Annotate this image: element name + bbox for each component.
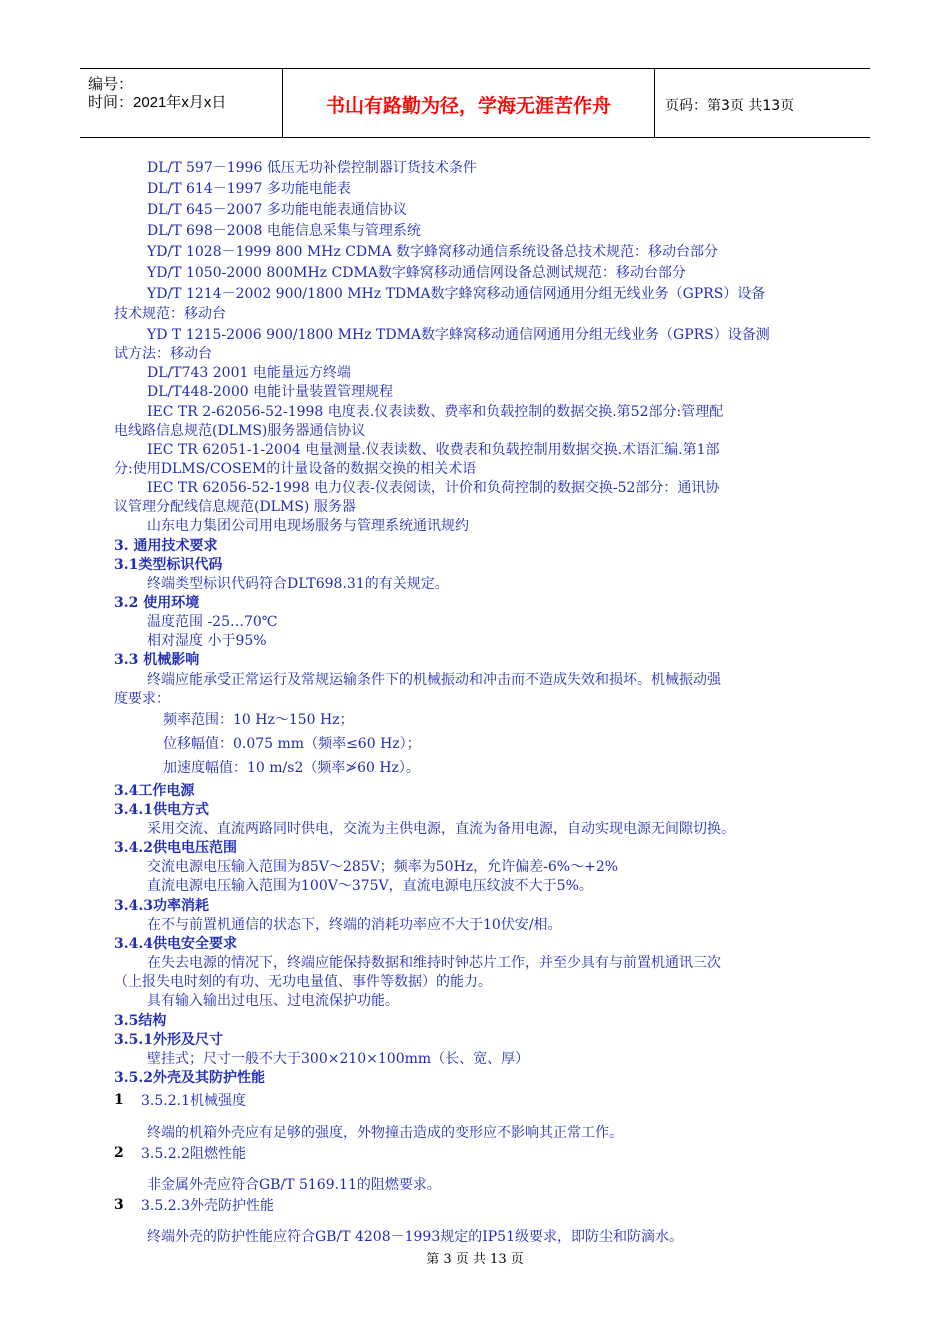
subsection-title: 3.5.2.2阻燃性能	[141, 1146, 246, 1162]
text-line: 非金属外壳应符合GB/T 5169.11的阻燃要求。	[147, 1177, 441, 1193]
text-line: DL/T 645－2007 多功能电能表通信协议	[147, 202, 407, 218]
header-page-cell	[655, 69, 870, 137]
section-heading: 3.4.2供电电压范围	[114, 840, 237, 856]
text-line: 交流电源电压输入范围为85V～285V；频率为50Hz，允许偏差-6%～+2%	[147, 859, 619, 875]
text-line: 终端的机箱外壳应有足够的强度，外物撞击造成的变形应不影响其正常工作。	[147, 1125, 623, 1141]
text-line: IEC TR 2-62056-52-1998 电度表.仪表读数、费率和负载控制的数据交换.第52部分:管理配	[147, 404, 724, 420]
text-line: 在不与前置机通信的状态下，终端的消耗功率应不大于10伏安/相。	[147, 917, 562, 933]
section-heading: 3.5.2外壳及其防护性能	[114, 1070, 265, 1086]
text-line: DL/T743 2001 电能量远方终端	[147, 365, 351, 381]
subsection-title: 3.5.2.3外壳防护性能	[141, 1198, 274, 1214]
header-time-label: 时间：2021年x月x日	[88, 94, 227, 111]
section-heading: 3.4.3功率消耗	[114, 898, 209, 914]
text-line: 终端应能承受正常运行及常规运输条件下的机械振动和冲击而不造成失效和损坏。机械振动强	[147, 672, 721, 688]
section-heading: 3.2 使用环境	[114, 595, 200, 611]
text-line: 温度范围 -25…70℃	[147, 614, 278, 630]
text-line: （上报失电时刻的有功、无功电量值、事件等数据）的能力。	[114, 974, 492, 990]
page-footer: 第 3 页 共 13 页	[426, 1252, 524, 1267]
text-line: DL/T 614－1997 多功能电能表	[147, 181, 351, 197]
section-heading: 3.5结构	[114, 1013, 167, 1029]
text-line: 终端外壳的防护性能应符合GB/T 4208－1993规定的IP51级要求，即防尘和防滴水。	[147, 1229, 683, 1245]
subsection-title: 3.5.2.1机械强度	[141, 1093, 246, 1109]
text-line: DL/T 698－2008 电能信息采集与管理系统	[147, 223, 421, 239]
text-line: YD T 1215-2006 900/1800 MHz TDMA数字蜂窝移动通信网通用分组无线业务（GPRS）设备测	[147, 327, 770, 343]
text-line: IEC TR 62051-1-2004 电量测量.仪表读数、收费表和负载控制用数据交换.术语汇编.第1部	[147, 442, 720, 458]
header-left-cell	[80, 69, 283, 137]
section-heading: 3.5.1外形及尺寸	[114, 1032, 223, 1048]
text-line: 议管理分配线信息规范(DLMS) 服务器	[114, 499, 356, 515]
text-line: YD/T 1028－1999 800 MHz CDMA 数字蜂窝移动通信系统设备总技术规范：移动台部分	[147, 244, 719, 260]
list-number: 1	[114, 1092, 124, 1108]
section-heading: 3. 通用技术要求	[114, 538, 218, 554]
text-line: IEC TR 62056-52-1998 电力仪表-仪表阅读，计价和负荷控制的数据交换-52部分：通讯协	[147, 480, 720, 496]
text-line: 山东电力集团公司用电现场服务与管理系统通讯规约	[147, 518, 469, 534]
text-line: 位移幅值：0.075 mm（频率≤60 Hz）；	[163, 736, 421, 752]
section-heading: 3.4.1供电方式	[114, 802, 209, 818]
text-line: YD/T 1050-2000 800MHz CDMA数字蜂窝移动通信网设备总测试规范：移动台部分	[147, 265, 686, 281]
text-line: 终端类型标识代码符合DLT698.31的有关规定。	[147, 576, 449, 592]
text-line: DL/T 597－1996 低压无功补偿控制器订货技术条件	[147, 160, 477, 176]
text-line: 分:使用DLMS/COSEM的计量设备的数据交换的相关术语	[114, 461, 477, 477]
text-line: 频率范围：10 Hz～150 Hz；	[163, 712, 354, 728]
section-heading: 3.4工作电源	[114, 783, 195, 799]
section-heading: 3.3 机械影响	[114, 652, 200, 668]
header-motto: 书山有路勤为径，学海无涯苦作舟	[325, 95, 611, 117]
header-page-info: 页码：第3页 共13页	[665, 98, 795, 114]
list-number: 2	[114, 1145, 124, 1161]
text-line: 度要求：	[114, 691, 170, 707]
text-line: 电线路信息规范(DLMS)服务器通信协议	[114, 423, 366, 439]
section-heading: 3.1类型标识代码	[114, 557, 223, 573]
header-number-label: 编号：	[88, 76, 134, 93]
text-line: 具有输入输出过电压、过电流保护功能。	[147, 993, 399, 1009]
text-line: 壁挂式；尺寸一般不大于300×210×100mm（长、宽、厚）	[147, 1051, 530, 1067]
text-line: 试方法：移动台	[114, 346, 212, 362]
section-heading: 3.4.4供电安全要求	[114, 936, 237, 952]
text-line: 技术规范：移动台	[114, 306, 226, 322]
text-line: DL/T448-2000 电能计量装置管理规程	[147, 384, 394, 400]
text-line: 加速度幅值：10 m/s2（频率≯60 Hz）。	[163, 760, 420, 776]
text-line: 采用交流、直流两路同时供电，交流为主供电源，直流为备用电源，自动实现电源无间隙切换。	[147, 821, 735, 837]
text-line: 在失去电源的情况下，终端应能保持数据和维持时钟芯片工作，并至少具有与前置机通讯三次	[147, 955, 721, 971]
header-motto-cell	[283, 69, 655, 137]
text-line: 相对湿度 小于95%	[147, 633, 267, 649]
list-number: 3	[114, 1197, 124, 1213]
page-header	[80, 68, 870, 138]
text-line: 直流电源电压输入范围为100V～375V，直流电源电压纹波不大于5%。	[147, 878, 593, 894]
text-line: YD/T 1214－2002 900/1800 MHz TDMA数字蜂窝移动通信网通用分组无线业务（GPRS）设备	[147, 286, 766, 302]
